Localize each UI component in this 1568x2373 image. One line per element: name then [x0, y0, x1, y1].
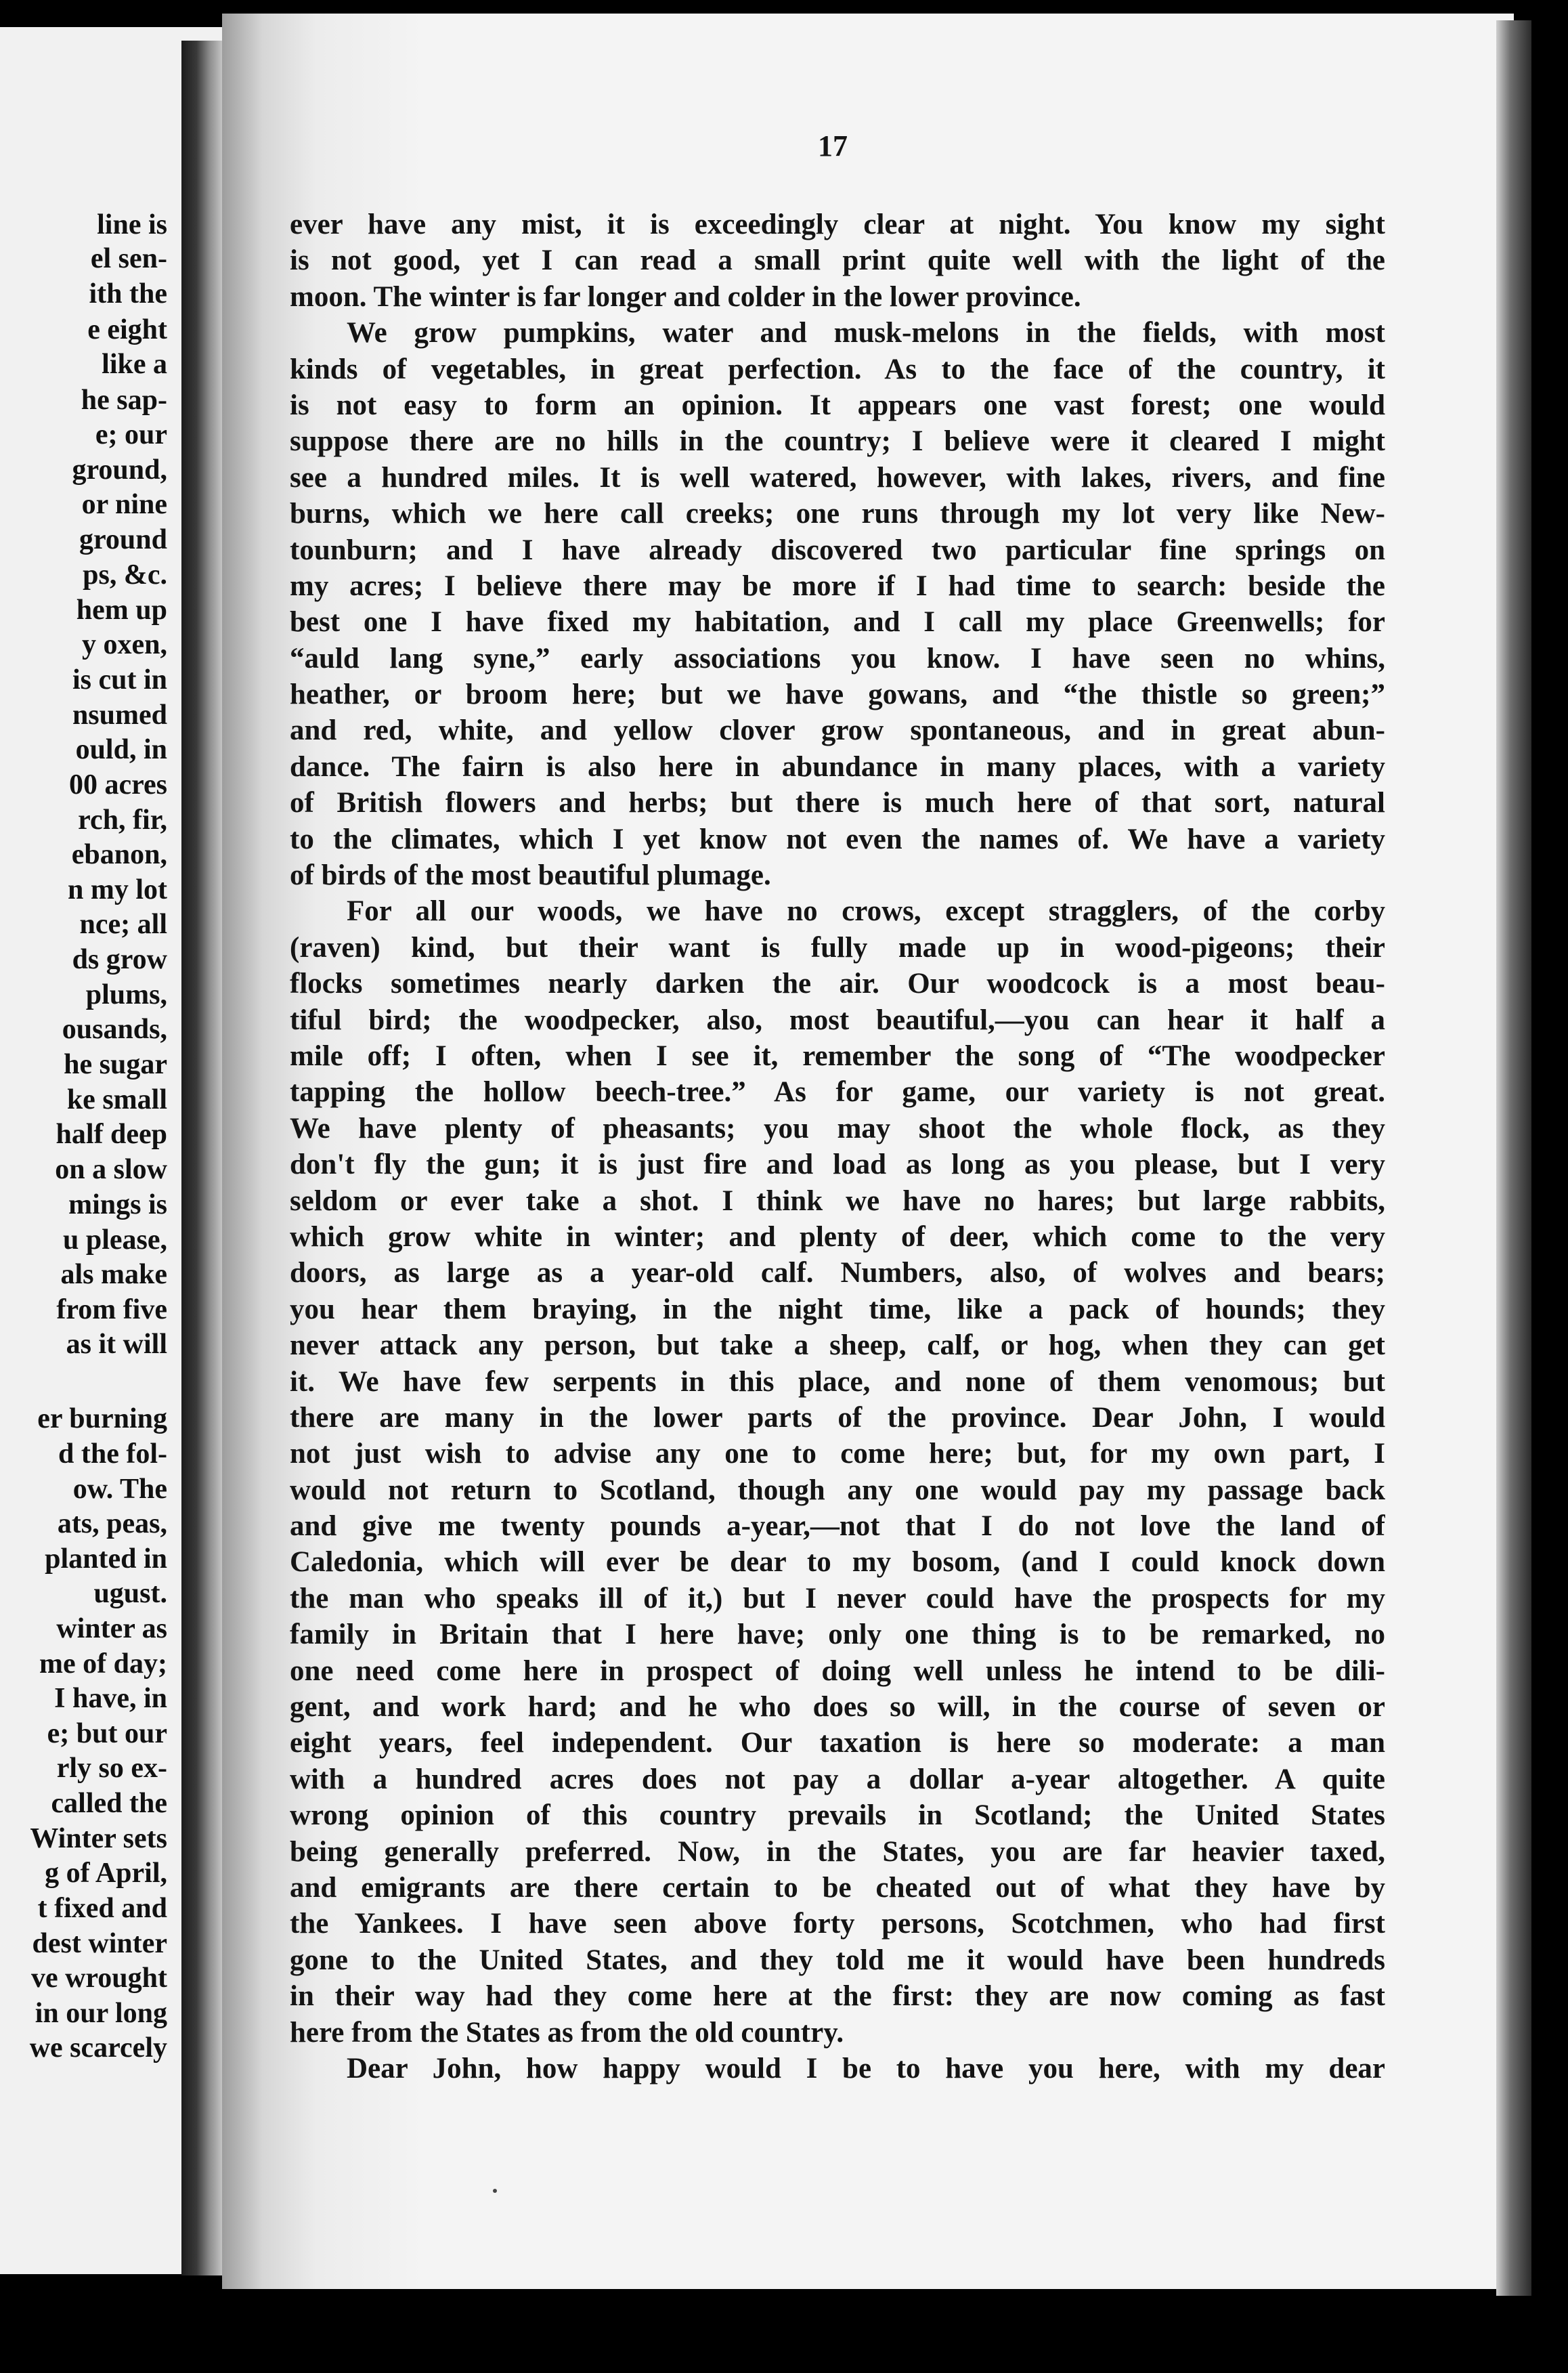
text-line: you hear them braying, in the night time, like a pack of hounds; they — [290, 1293, 1385, 1325]
text-line: suppose there are no hills in the country; I believe were it cleared I might — [290, 425, 1385, 458]
previous-page-line: dest winter — [32, 1928, 167, 1959]
text-line: Dear John, how happy would I be to have you here, with my dear — [347, 2052, 1385, 2085]
text-line: gent, and work hard; and he who does so will, in the course of seven or — [290, 1691, 1385, 1724]
previous-page-line: el sen- — [90, 243, 167, 274]
previous-page-line: plums, — [85, 979, 167, 1010]
text-line: to the climates, which I yet know not even the names of. We have a variety — [290, 823, 1385, 855]
text-line: gone to the United States, and they told me it would have been hundreds — [290, 1944, 1385, 1976]
previous-page-line: g of April, — [45, 1858, 167, 1889]
previous-page-line: y oxen, — [82, 629, 167, 660]
previous-page-line: 00 acres — [68, 769, 167, 800]
previous-page-line: Winter sets — [30, 1823, 167, 1854]
previous-page-line: line is — [97, 209, 167, 240]
text-line: wrong opinion of this country prevails in Scotland; the United States — [290, 1799, 1385, 1832]
previous-page-line: ke small — [66, 1084, 167, 1115]
previous-page-line: ow. The — [72, 1474, 167, 1505]
text-line: family in Britain that I here have; only one thing is to be remarked, no — [290, 1619, 1385, 1651]
previous-page-line: e; our — [95, 419, 167, 450]
previous-page-line: t fixed and — [37, 1893, 167, 1924]
text-line: eight years, feel independent. Our taxation is here so moderate: a man — [290, 1727, 1385, 1759]
text-line: tapping the hollow beech-tree.” As for game, our variety is not great. — [290, 1076, 1385, 1109]
previous-page-line: I have, in — [54, 1683, 167, 1714]
previous-page-line: planted in — [45, 1543, 167, 1575]
text-line: of British flowers and herbs; but there is much here of that sort, natural — [290, 787, 1385, 819]
previous-page-line: he sugar — [64, 1049, 167, 1080]
previous-page-line: mings is — [68, 1189, 167, 1220]
text-line: would not return to Scotland, though any one would pay my passage back — [290, 1474, 1385, 1506]
text-line: moon. The winter is far longer and colder in the lower province. — [290, 280, 1081, 313]
previous-page-line: ats, peas, — [57, 1508, 167, 1539]
text-line: kinds of vegetables, in great perfection. As to the face of the country, it — [290, 353, 1385, 385]
previous-page-line: on a slow — [55, 1154, 167, 1185]
previous-page-line: ould, in — [75, 734, 167, 765]
previous-page-line: nce; all — [79, 909, 167, 940]
text-line: one need come here in prospect of doing well unless he intend to be dili- — [290, 1654, 1385, 1687]
text-line: tiful bird; the woodpecker, also, most beautiful,—you can hear it half a — [290, 1004, 1385, 1036]
previous-page-line: nsumed — [72, 700, 167, 731]
text-line: here from the States as from the old country. — [290, 2016, 844, 2049]
previous-page-line: like a — [102, 349, 167, 380]
text-line: which grow white in winter; and plenty of deer, which come to the very — [290, 1220, 1385, 1253]
text-line: seldom or ever take a shot. I think we have no hares; but large rabbits, — [290, 1184, 1385, 1217]
text-line: it. We have few serpents in this place, and none of them venomous; but — [290, 1365, 1385, 1398]
previous-page-line: he sap- — [81, 385, 167, 416]
text-line: never attack any person, but take a sheep, calf, or hog, when they can get — [290, 1329, 1385, 1362]
previous-page-line: is cut in — [72, 664, 167, 696]
page-body-text — [290, 207, 1385, 2087]
previous-page-line: er burning — [37, 1403, 167, 1434]
previous-page-line: e; but our — [47, 1718, 167, 1749]
text-line: the Yankees. I have seen above forty persons, Scotchmen, who had first — [290, 1908, 1385, 1940]
text-line: doors, as large as a year-old calf. Numbers, also, of wolves and bears; — [290, 1257, 1385, 1289]
text-line: my acres; I believe there may be more if I had time to search: beside the — [290, 570, 1385, 602]
text-line: and red, white, and yellow clover grow spontaneous, and in great abun- — [290, 714, 1385, 747]
text-line: Caledonia, which will ever be dear to my bosom, (and I could knock down — [290, 1546, 1385, 1579]
previous-page-line: in our long — [35, 1998, 167, 2029]
previous-page-line: as it will — [66, 1329, 167, 1360]
previous-page-line: d the fol- — [58, 1438, 167, 1470]
previous-page-line: from five — [56, 1294, 167, 1325]
previous-page-line: hem up — [76, 595, 167, 626]
previous-page-line: ith the — [89, 278, 167, 309]
previous-page-line: u please, — [62, 1224, 167, 1256]
previous-page-line: ground — [79, 524, 167, 555]
text-line: mile off; I often, when I see it, remember the song of “The woodpecker — [290, 1040, 1385, 1072]
previous-page-line: ebanon, — [71, 839, 167, 870]
text-line: best one I have fixed my habitation, and I call my place Greenwells; for — [290, 606, 1385, 639]
text-line: We have plenty of pheasants; you may shoot the whole flock, as they — [290, 1112, 1385, 1145]
text-line: is not easy to form an opinion. It appears one vast forest; one would — [290, 389, 1385, 421]
previous-page-line: e eight — [87, 314, 167, 345]
text-line: there are many in the lower parts of the province. Dear John, I would — [290, 1401, 1385, 1434]
previous-page-line: rly so ex- — [56, 1753, 167, 1784]
previous-page-line: ps, &c. — [83, 559, 167, 591]
text-line: in their way had they come here at the first: they are now coming as fast — [290, 1980, 1385, 2013]
previous-page-line: or nine — [81, 489, 167, 520]
previous-page-line: ground, — [72, 454, 167, 486]
text-line: being generally preferred. Now, in the States, you are far heavier taxed, — [290, 1835, 1385, 1868]
previous-page-line: ds grow — [72, 944, 167, 975]
text-line: ever have any mist, it is exceedingly clear at night. You know my sight — [290, 209, 1385, 240]
previous-page-line: als make — [60, 1259, 167, 1290]
text-line: dance. The fairn is also here in abundance in many places, with a variety — [290, 750, 1385, 783]
book-spine-gutter — [181, 41, 225, 2275]
text-line: is not good, yet I can read a small print quite well with the light of the — [290, 244, 1385, 277]
text-line: see a hundred miles. It is well watered, however, with lakes, rivers, and fine — [290, 461, 1385, 494]
text-line: (raven) kind, but their want is fully made up in wood-pigeons; their — [290, 931, 1385, 964]
previous-page-line: we scarcely — [29, 2032, 167, 2064]
text-line: flocks sometimes nearly darken the air. Our woodcock is a most beau- — [290, 968, 1385, 1000]
previous-page-line: me of day; — [39, 1648, 167, 1680]
text-line: and give me twenty pounds a-year,—not that I do not love the land of — [290, 1510, 1385, 1543]
text-line: of birds of the most beautiful plumage. — [290, 859, 771, 892]
text-line: We grow pumpkins, water and musk-melons in the fields, with most — [347, 317, 1385, 349]
page-edge-shadow — [1496, 20, 1531, 2296]
text-line: “auld lang syne,” early associations you know. I have seen no whins, — [290, 642, 1385, 675]
previous-page-line: ve wrought — [30, 1963, 167, 1994]
text-line: with a hundred acres does not pay a dollar a-year altogether. A quite — [290, 1763, 1385, 1795]
previous-page-line: winter as — [56, 1613, 167, 1644]
text-line: burns, which we here call creeks; one runs through my lot very like New- — [290, 498, 1385, 530]
previous-page-line: half deep — [56, 1119, 167, 1150]
paper-speck — [493, 2189, 497, 2193]
page-number: 17 — [818, 129, 848, 163]
previous-page-line: n my lot — [68, 874, 167, 905]
previous-page-line: called the — [51, 1788, 167, 1819]
previous-page-line: ugust. — [93, 1578, 167, 1609]
previous-page-line: rch, fir, — [78, 805, 167, 836]
text-line: heather, or broom here; but we have gowans, and “the thistle so green;” — [290, 679, 1385, 711]
text-line: not just wish to advise any one to come here; but, for my own part, I — [290, 1438, 1385, 1470]
text-line: and emigrants are there certain to be cheated out of what they have by — [290, 1871, 1385, 1904]
text-line: don't fly the gun; it is just fire and load as long as you please, but I very — [290, 1149, 1385, 1181]
text-line: the man who speaks ill of it,) but I never could have the prospects for my — [290, 1582, 1385, 1615]
text-line: tounburn; and I have already discovered two particular fine springs on — [290, 534, 1385, 566]
text-line: For all our woods, we have no crows, except stragglers, of the corby — [347, 895, 1385, 928]
previous-page-line: ousands, — [62, 1014, 167, 1045]
